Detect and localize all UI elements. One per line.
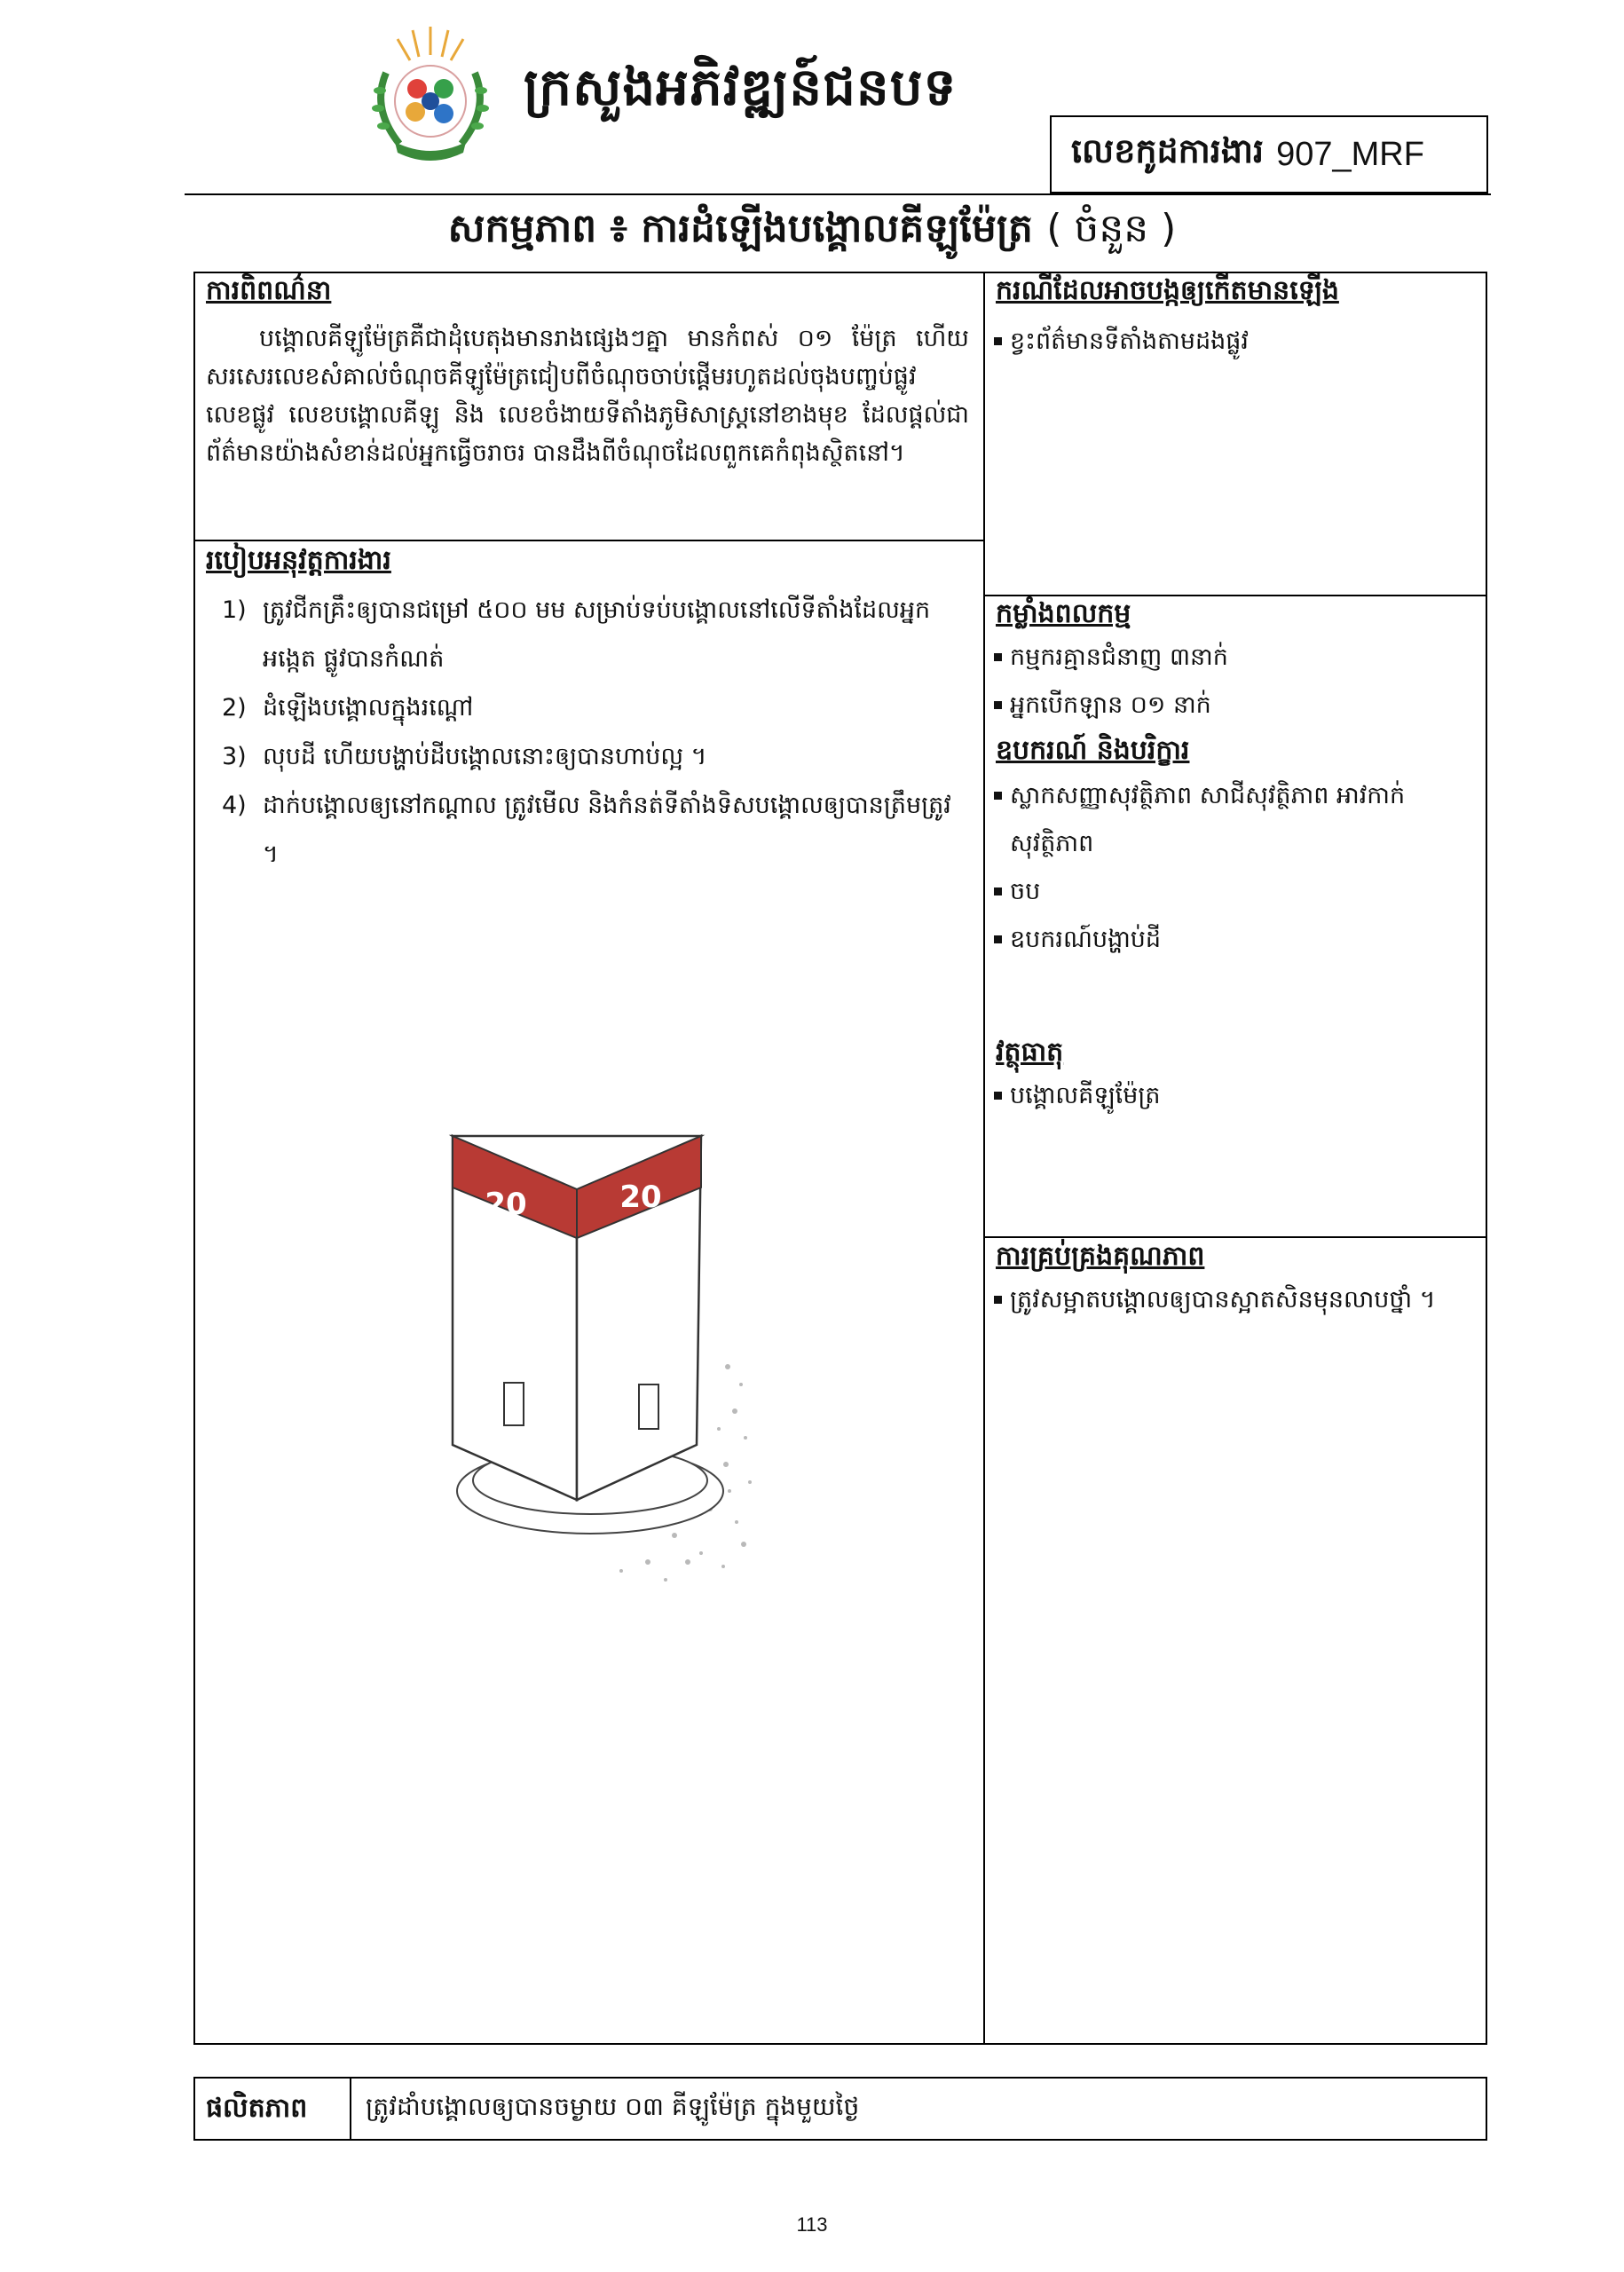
- step-number: 2): [222, 694, 247, 722]
- output-divider: [350, 2077, 351, 2141]
- marker-number-left: 20: [485, 1187, 527, 1222]
- step-text: ត្រូវជីកគ្រឹះឲ្យបានជម្រៅ ៥០០ មម សម្រាប់ទប់បង្គោលនៅលើទីតាំងដែលអ្នកអង្កេត ផ្លូវបានកំណត់: [263, 596, 931, 673]
- list-item: កម្មករគ្មានជំនាញ ៣នាក់: [992, 634, 1471, 682]
- output-text: ត្រូវដាំបង្គោលឲ្យបានចម្ងាយ ០៣ គីឡូម៉ែត្រ ក្នុងមួយថ្ងៃ: [366, 2092, 860, 2121]
- materials-heading: វត្ថុធាតុ: [996, 1037, 1064, 1068]
- list-item: ស្លាកសញ្ញាសុវត្ថិភាព សាជីសុវត្ថិភាព អាវកាក់សុវត្ថិភាព: [992, 772, 1471, 868]
- labor-heading: កម្លាំងពលកម្ម: [996, 598, 1131, 629]
- column-divider: [983, 272, 985, 2045]
- list-item: ចប: [992, 868, 1471, 916]
- work-code-label: លេខកូដការងារ: [1071, 131, 1265, 170]
- equipment-heading: ឧបករណ៍ និងបរិក្ខារ: [996, 735, 1190, 766]
- quality-list: [992, 1276, 1454, 1324]
- work-code-box: [1050, 115, 1488, 193]
- work-code-value: 907_MRF: [1276, 135, 1424, 173]
- ministry-name: ក្រសួងអភិវឌ្ឍន៍ជនបទ: [524, 57, 958, 117]
- description-text: បង្គោលគីឡូម៉ែត្រគឺជាដុំបេតុងមានរាងផ្សេងៗគ្នា មានកំពស់ ០១ ម៉ែត្រ ហើយសរសេរលេខសំគាល់ចំណុចគីឡូម៉ែត្រជៀបពីចំណុចចាប់ផ្តើមរហូតដល់ចុងបញ្ចប់ផ្លូវ លេខផ្លូវ លេខបង្គោលគីឡូ និង លេខចំងាយទីតាំងភូមិសាស្ត្រនៅខាងមុខ ដែលផ្តល់ជាព័ត៌មានយ៉ាងសំខាន់ដល់អ្នកធ្វើចរាចរ បានដឹងពីចំណុចដែលពួកគេកំពុងស្ថិតនៅ។: [206, 325, 969, 467]
- list-item: បង្គោលគីឡូម៉ែត្រ: [992, 1072, 1471, 1120]
- step-number: 3): [222, 743, 247, 770]
- step-text: ដំឡើងបង្គោលក្នុងរណ្តៅ: [263, 694, 474, 722]
- cases-heading: ករណីដែលអាចបង្កឲ្យកើតមានឡើង: [996, 275, 1339, 306]
- left-row-divider: [193, 540, 984, 541]
- method-steps: [222, 586, 967, 879]
- main-table: [193, 272, 1487, 2045]
- marker-number-right: 20: [619, 1179, 662, 1215]
- cases-list: [992, 318, 1471, 366]
- output-label: ផលិតភាព: [206, 2093, 308, 2124]
- method-step: [222, 732, 967, 781]
- method-step: [222, 586, 967, 683]
- list-item: ត្រូវសម្អាតបង្គោលឲ្យបានស្អាតសិនមុនលាបថ្នាំ ។: [992, 1276, 1454, 1324]
- list-item: អ្នកបើកឡាន ០១ នាក់: [992, 682, 1471, 730]
- equipment-list: [992, 772, 1471, 964]
- ministry-logo: [364, 20, 497, 170]
- description-heading: ការពិពណ៌នា: [206, 275, 332, 306]
- list-item: ខ្វះព័ត៌មានទីតាំងតាមដងផ្លូវ: [992, 318, 1471, 366]
- method-heading: របៀបអនុវត្តការងារ: [206, 545, 391, 576]
- kilometer-post-illustration: [444, 1118, 781, 1615]
- list-item: ឧបករណ៍បង្ហាប់ដី: [992, 916, 1471, 964]
- step-text: ដាក់បង្គោលឲ្យនៅកណ្តាល ត្រូវមើល និងកំនត់ទីតាំងទិសបង្គោលឲ្យបានត្រឹមត្រូវ ។: [263, 792, 951, 868]
- method-step: [222, 781, 967, 879]
- materials-list: [992, 1072, 1471, 1120]
- method-step: [222, 683, 967, 732]
- right-row-divider-2: [983, 1236, 1487, 1238]
- step-number: 4): [222, 792, 247, 819]
- page-number: 113: [796, 2213, 828, 2236]
- activity-label: សកម្មភាព ៖ ការដំឡើងបង្គោលគីឡូម៉ែត្រ: [447, 206, 1033, 251]
- labor-list: [992, 634, 1471, 730]
- header-rule: [185, 193, 1491, 195]
- step-number: 1): [222, 596, 247, 624]
- activity-title: [0, 204, 1624, 261]
- quality-heading: ការគ្រប់គ្រងគុណភាព: [996, 1241, 1205, 1272]
- activity-unit: ( ចំនួន ): [1046, 206, 1177, 251]
- step-text: លុបដី ហើយបង្ហាប់ដីបង្គោលនោះឲ្យបានហាប់ល្អ ។: [263, 743, 707, 770]
